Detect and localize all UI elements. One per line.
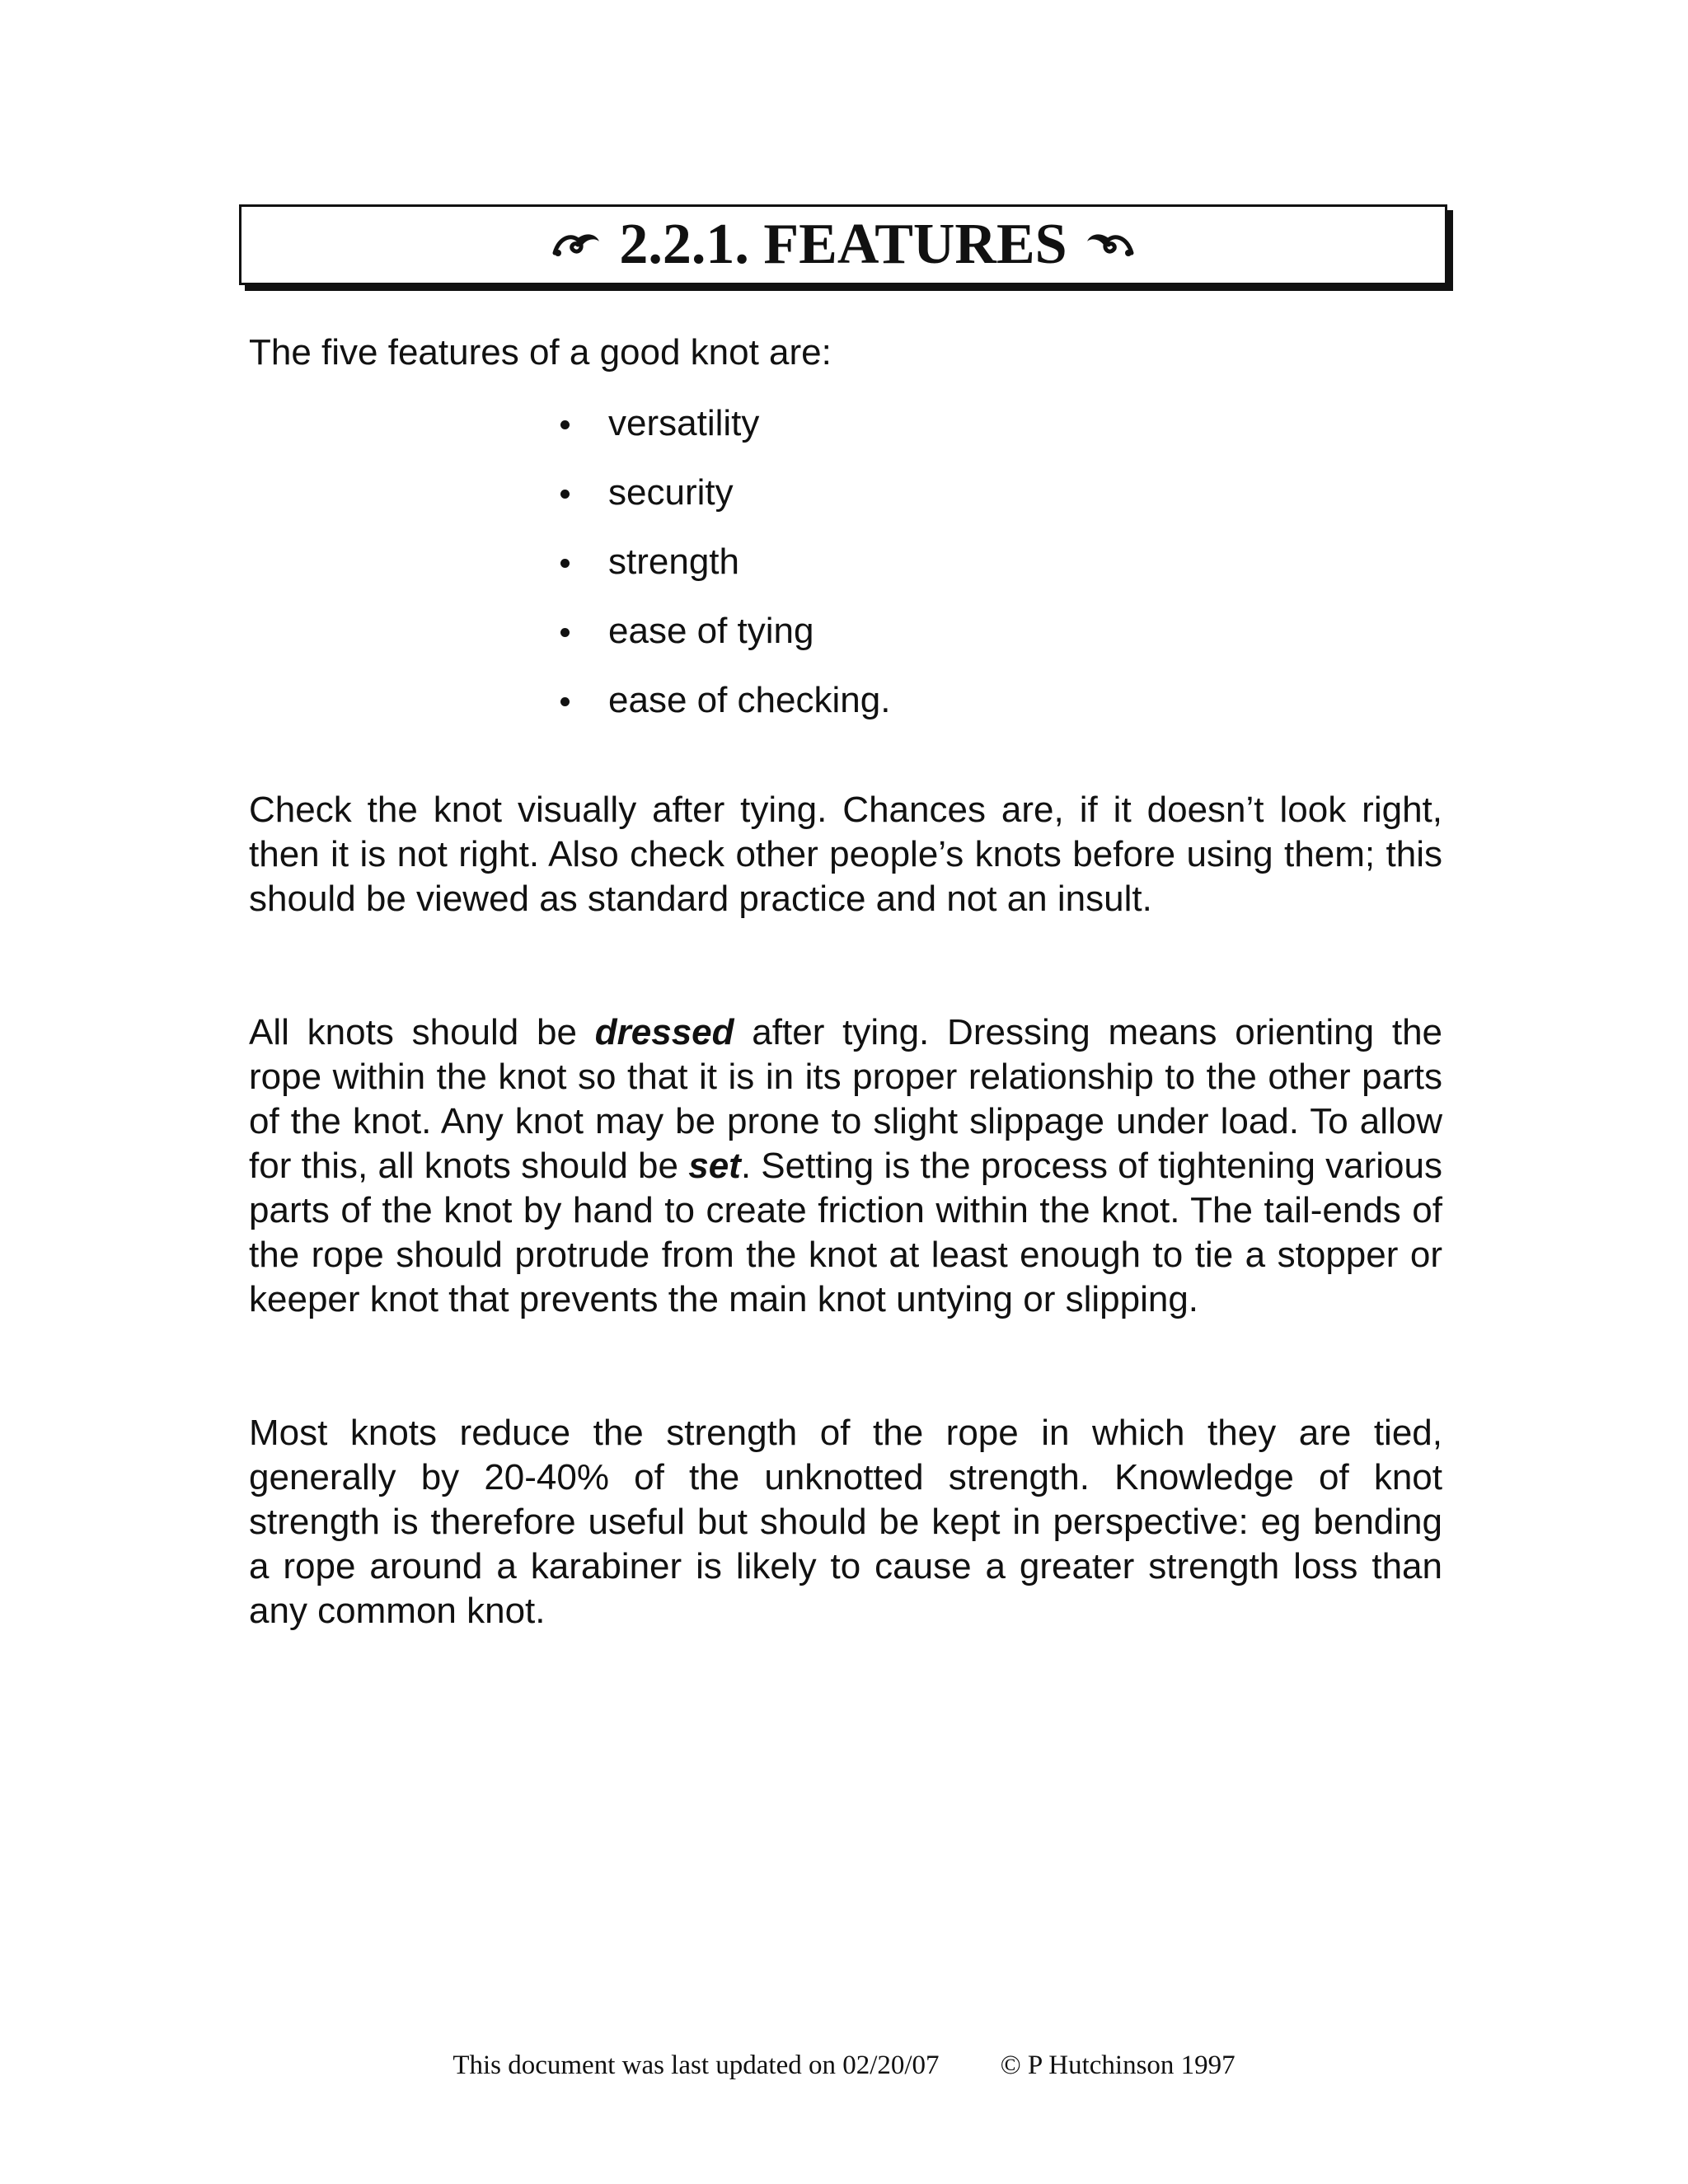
- list-item: ease of tying: [554, 608, 890, 677]
- fleuron-right-icon: [1084, 228, 1135, 261]
- section-title: [551, 213, 1134, 276]
- bullet-icon: [560, 628, 570, 637]
- section-title-text: 2.2.1. FEATURES: [619, 213, 1067, 276]
- paragraph-dressing: All knots should be dressed after tying. Dressing means orienting the rope within the knot so that it is in its proper relationship to the other parts of the knot. Any knot may be prone to slight slippage under load. To allow for this, all knots should be set. Setting is the process of tightening various parts of the knot by hand to create friction within the knot. The tail-ends of the rope should protrude from the knot at least enough to tie a stopper or keeper knot that prevents the main knot untying or slipping.: [249, 1012, 1443, 1319]
- list-item: versatility: [554, 401, 890, 470]
- list-item: strength: [554, 539, 890, 608]
- list-item: security: [554, 470, 890, 539]
- features-list: [554, 401, 890, 747]
- term-dressed: dressed: [594, 1012, 734, 1052]
- list-item: ease of checking.: [554, 677, 890, 747]
- copyright-text: © P Hutchinson 1997: [1000, 2050, 1236, 2080]
- paragraph-knot-strength: Most knots reduce the strength of the rope in which they are tied, generally by 20-40% of the unknotted strength. Knowledge of knot strength is therefore useful but should be kept in perspective: eg bending a rope around a karabiner is likely to cause a greater strength loss than any common knot.: [249, 1413, 1442, 1631]
- intro-text: The five features of a good knot are:: [249, 332, 832, 373]
- paragraph-check-knot: Check the knot visually after tying. Chances are, if it doesn’t look right, then it is not right. Also check other people’s knots before using them; this should be viewed as standard practice and not an insult.: [249, 790, 1442, 919]
- page-footer: [0, 2050, 1688, 2081]
- bullet-icon: [560, 490, 570, 499]
- fleuron-left-icon: [551, 228, 603, 261]
- bullet-icon: [560, 697, 570, 706]
- section-title-box: [239, 204, 1447, 285]
- last-updated-text: This document was last updated on 02/20/07: [452, 2050, 940, 2080]
- term-set: set: [688, 1146, 741, 1186]
- bullet-icon: [560, 420, 570, 429]
- bullet-icon: [560, 559, 570, 568]
